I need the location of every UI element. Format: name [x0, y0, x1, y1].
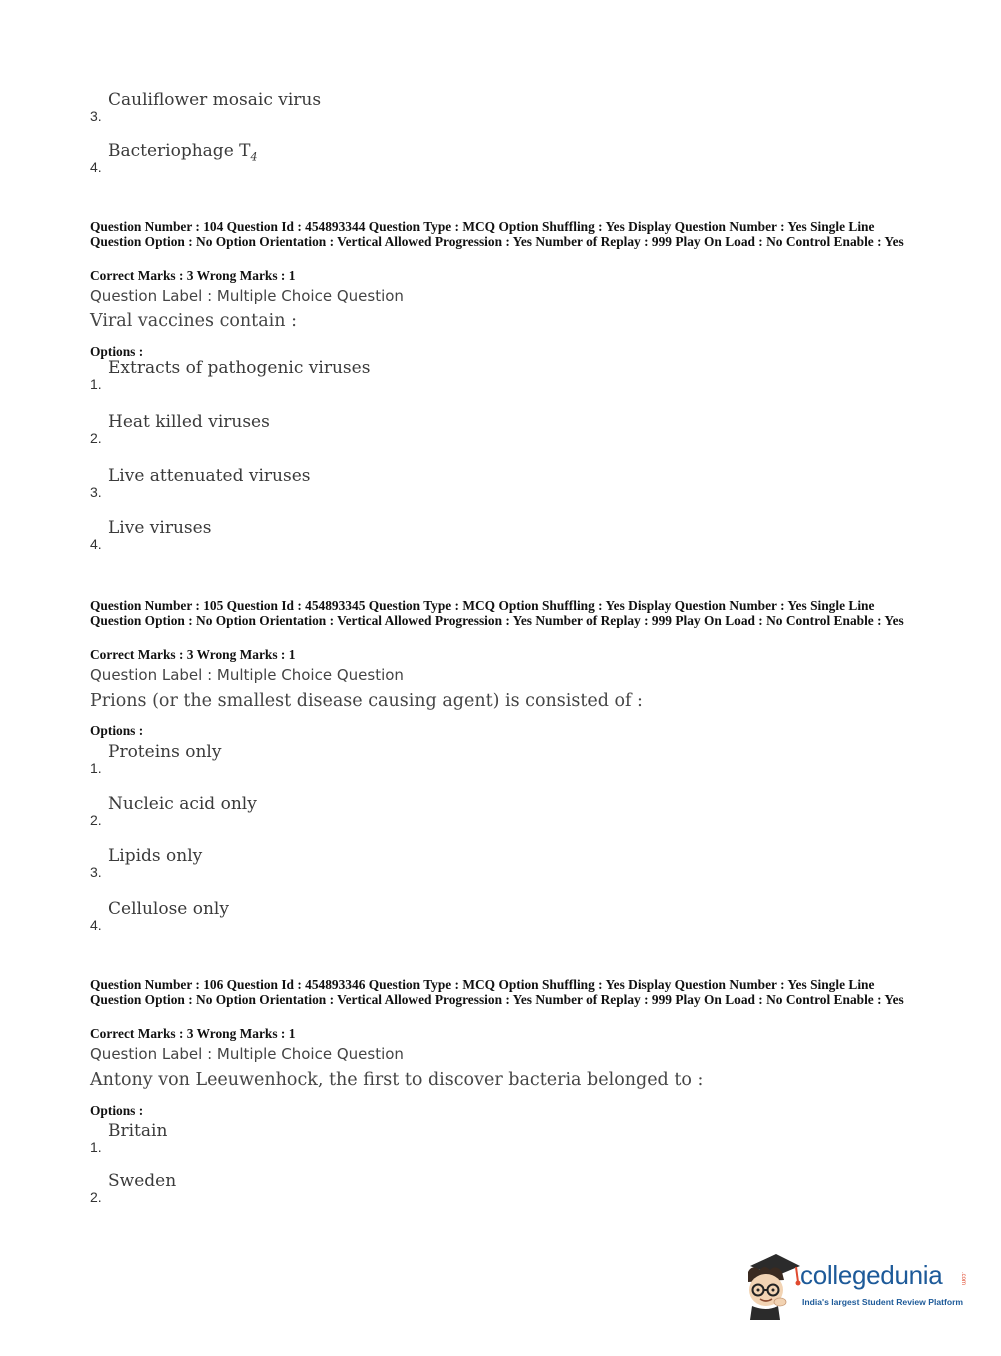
question-meta: Question Number : 106 Question Id : 454893346 Question Type : MCQ Option Shuffling : Yes Display Question Number : Yes Single Line Question Option : No Option Orientation : Vertical Allowed Progression : Yes Number of Replay : 999 Play On Load : No Control Enable : Yes [90, 977, 904, 1007]
option-text: Sweden [108, 1171, 177, 1191]
option-text: Nucleic acid only [108, 794, 257, 814]
option-text: Cauliflower mosaic virus [108, 90, 322, 110]
option-text: Live attenuated viruses [108, 466, 311, 486]
option-text: Extracts of pathogenic viruses [108, 358, 371, 378]
question-meta: Question Number : 105 Question Id : 454893345 Question Type : MCQ Option Shuffling : Yes Display Question Number : Yes Single Line Question Option : No Option Orientation : Vertical Allowed Progression : Yes Number of Replay : 999 Play On Load : No Control Enable : Yes [90, 598, 904, 628]
option-text: Cellulose only [108, 899, 229, 919]
question-text: Prions (or the smallest disease causing agent) is consisted of : [90, 691, 643, 711]
question-marks: Correct Marks : 3 Wrong Marks : 1 [90, 647, 296, 662]
brand-name: collegedunia [800, 1260, 943, 1290]
question-marks: Correct Marks : 3 Wrong Marks : 1 [90, 1026, 296, 1041]
options-heading: Options : [90, 344, 144, 359]
question-label: Question Label : Multiple Choice Question [90, 666, 404, 684]
mascot-graduate-icon [742, 1250, 802, 1322]
question-meta: Question Number : 104 Question Id : 454893344 Question Type : MCQ Option Shuffling : Yes Display Question Number : Yes Single Line Question Option : No Option Orientation : Vertical Allowed Progression : Yes Number of Replay : 999 Play On Load : No Control Enable : Yes [90, 219, 904, 249]
brand-suffix: .com [960, 1272, 966, 1286]
option-text: Bacteriophage $T_4$ [108, 141, 258, 164]
question-marks: Correct Marks : 3 Wrong Marks : 1 [90, 268, 296, 283]
options-heading: Options : [90, 1103, 144, 1118]
question-text: Antony von Leeuwenhock, the first to discover bacteria belonged to : [90, 1070, 704, 1090]
options-heading: Options : [90, 723, 144, 738]
question-label: Question Label : Multiple Choice Question [90, 1045, 404, 1063]
brand-tagline: India's largest Student Review Platform [802, 1297, 964, 1307]
option-text: Proteins only [108, 742, 222, 762]
question-text: Viral vaccines contain : [90, 311, 297, 331]
question-label: Question Label : Multiple Choice Question [90, 287, 404, 305]
option-text: Live viruses [108, 518, 212, 538]
collegedunia-logo [742, 1250, 972, 1322]
option-text: Lipids only [108, 846, 203, 866]
option-text: Britain [108, 1121, 168, 1141]
option-text: Heat killed viruses [108, 412, 270, 432]
